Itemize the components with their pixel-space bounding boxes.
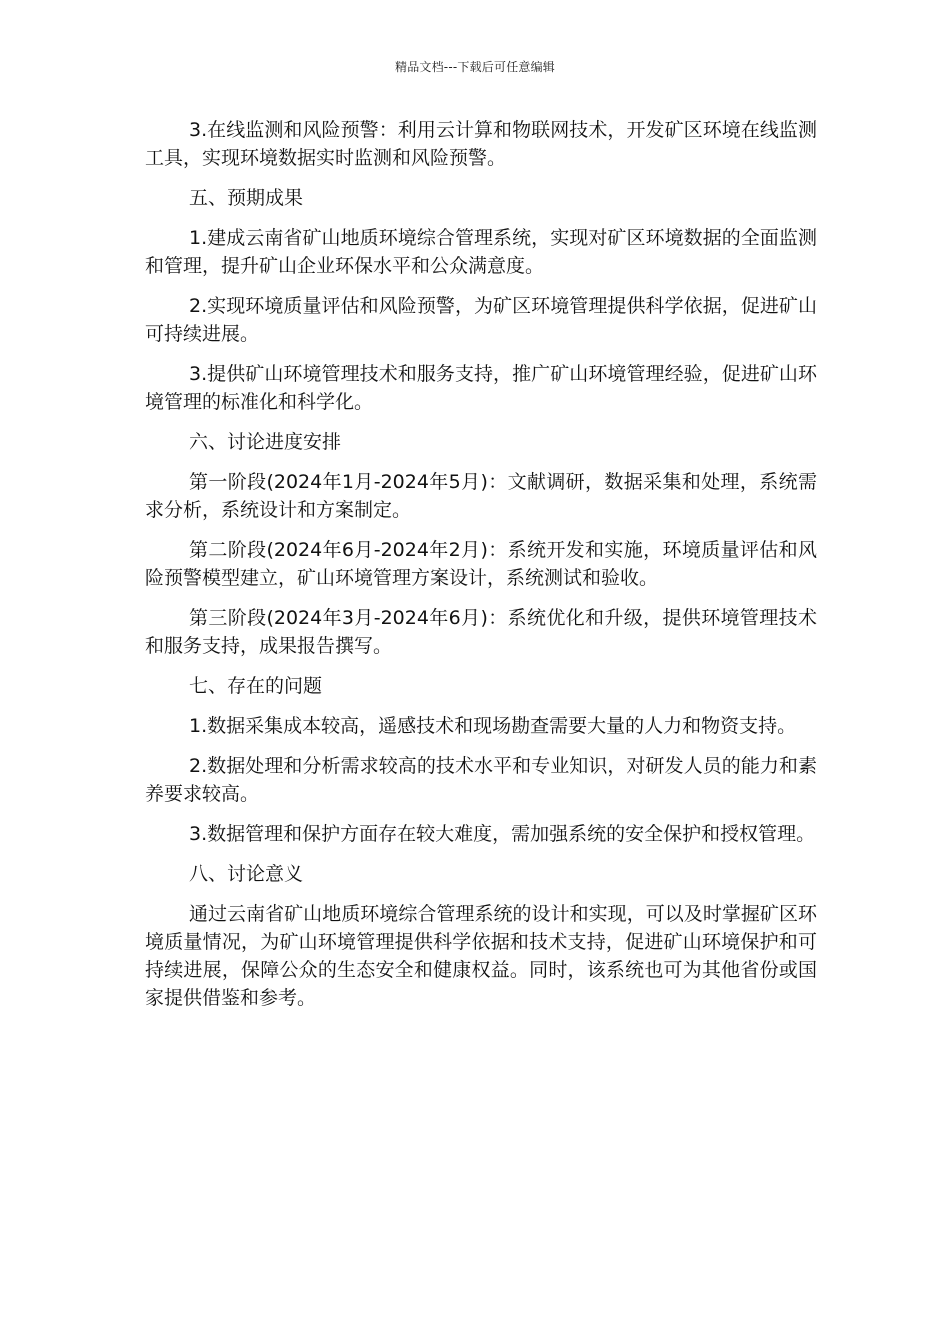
page-header: 精品文档---下载后可任意编辑 <box>395 60 555 74</box>
paragraph-phase-3: 第三阶段(2024年3月-2024年6月)：系统优化和升级，提供环境管理技术和服务支持，成果报告撰写。 <box>145 607 817 657</box>
paragraph-phase-1: 第一阶段(2024年1月-2024年5月)：文献调研，数据采集和处理，系统需求分析，系统设计和方案制定。 <box>145 471 817 521</box>
paragraph-online-monitoring: 3.在线监测和风险预警：利用云计算和物联网技术，开发矿区环境在线监测工具，实现环境数据实时监测和风险预警。 <box>145 119 817 169</box>
section-heading-problems: 七、存在的问题 <box>189 675 323 697</box>
paragraph-problem-3: 3.数据管理和保护方面存在较大难度，需加强系统的安全保护和授权管理。 <box>189 823 816 845</box>
section-heading-expected-results: 五、预期成果 <box>189 187 304 209</box>
paragraph-problem-2: 2.数据处理和分析需求较高的技术水平和专业知识，对研发人员的能力和素养要求较高。 <box>145 755 817 805</box>
document-body <box>145 116 817 1024</box>
paragraph-phase-2: 第二阶段(2024年6月-2024年2月)：系统开发和实施，环境质量评估和风险预警模型建立，矿山环境管理方案设计，系统测试和验收。 <box>145 539 817 589</box>
paragraph-result-1: 1.建成云南省矿山地质环境综合管理系统，实现对矿区环境数据的全面监测和管理，提升矿山企业环保水平和公众满意度。 <box>145 227 817 277</box>
paragraph-result-3: 3.提供矿山环境管理技术和服务支持，推广矿山环境管理经验，促进矿山环境管理的标准化和科学化。 <box>145 363 817 413</box>
section-heading-significance: 八、讨论意义 <box>189 863 304 885</box>
section-heading-schedule: 六、讨论进度安排 <box>189 431 342 453</box>
paragraph-result-2: 2.实现环境质量评估和风险预警，为矿区环境管理提供科学依据，促进矿山可持续进展。 <box>145 295 817 345</box>
paragraph-problem-1: 1.数据采集成本较高，遥感技术和现场勘查需要大量的人力和物资支持。 <box>189 715 797 737</box>
paragraph-significance: 通过云南省矿山地质环境综合管理系统的设计和实现，可以及时掌握矿区环境质量情况，为矿山环境管理提供科学依据和技术支持，促进矿山环境保护和可持续进展，保障公众的生态安全和健康权益。同时，该系统也可为其他省份或国家提供借鉴和参考。 <box>145 903 817 1009</box>
